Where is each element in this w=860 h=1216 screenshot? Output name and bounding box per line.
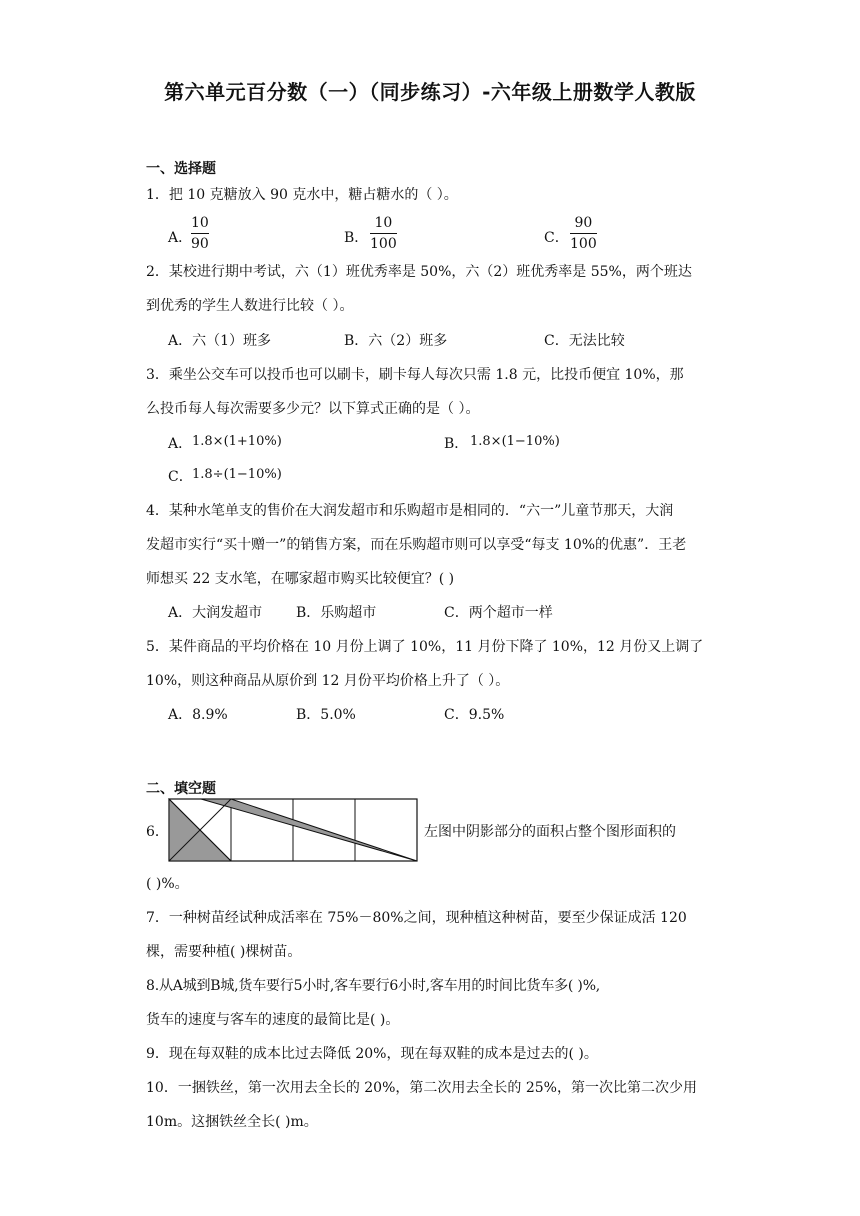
q1-option-a-label: A． bbox=[168, 230, 193, 246]
q2-option-c: C．无法比较 bbox=[544, 333, 625, 349]
q8-stem-line2: 货车的速度与客车的速度的最简比是( )。 bbox=[146, 1012, 400, 1028]
q5-option-b: B．5.0% bbox=[296, 707, 356, 723]
q1-option-a-fraction bbox=[191, 214, 209, 253]
q1-a-numerator: 10 bbox=[191, 215, 209, 231]
q1-stem: 1．把 10 克糖放入 90 克水中，糖占糖水的（ ）。 bbox=[146, 187, 458, 203]
q2-option-a: A．六（1）班多 bbox=[168, 333, 272, 349]
q3-option-c-formula: 1.8÷(1−10%) bbox=[192, 467, 282, 482]
q5-option-a: A．8.9% bbox=[168, 707, 228, 723]
section-heading-fill: 二、填空题 bbox=[146, 781, 216, 797]
q3-option-b-formula: 1.8×(1−10%) bbox=[470, 434, 560, 449]
q3-option-b-label: B． bbox=[444, 436, 469, 452]
q4-option-a: A．大润发超市 bbox=[168, 605, 263, 621]
q7-stem-line1: 7．一种树苗经试种成活率在 75%－80%之间，现种植这种树苗，要至少保证成活 120 bbox=[146, 910, 687, 926]
q1-option-b-fraction bbox=[370, 214, 397, 253]
fraction-bar bbox=[370, 233, 397, 234]
fraction-bar bbox=[191, 233, 209, 234]
q3-option-a-formula: 1.8×(1+10%) bbox=[192, 434, 282, 449]
q2-stem-line2: 到优秀的学生人数进行比较（ ）。 bbox=[146, 298, 354, 314]
q6-number: 6． bbox=[146, 824, 169, 840]
q2-stem-line1: 2．某校进行期中考试，六（1）班优秀率是 50%，六（2）班优秀率是 55%，两个班达 bbox=[146, 264, 692, 280]
q1-c-numerator: 90 bbox=[574, 215, 593, 231]
q2-option-b: B．六（2）班多 bbox=[344, 333, 448, 349]
q1-c-denominator: 100 bbox=[570, 236, 597, 252]
q7-stem-line2: 棵，需要种植( )棵树苗。 bbox=[146, 944, 302, 960]
q4-option-c: C．两个超市一样 bbox=[444, 605, 553, 621]
q3-stem-line1: 3．乘坐公交车可以投币也可以刷卡，刷卡每人每次只需 1.8 元，比投币便宜 10%，那 bbox=[146, 367, 684, 383]
q5-stem-line1: 5．某件商品的平均价格在 10 月份上调了 10%，11 月份下降了 10%，12 月份又上调了 bbox=[146, 639, 704, 655]
q10-stem-line2: 10m。这捆铁丝全长( )m。 bbox=[146, 1114, 318, 1130]
page-title: 第六单元百分数（一）（同步练习）-六年级上册数学人教版 bbox=[164, 80, 696, 104]
q1-a-denominator: 90 bbox=[191, 236, 209, 252]
q10-stem-line1: 10．一捆铁丝，第一次用去全长的 20%，第二次用去全长的 25%，第一次比第二次少用 bbox=[146, 1080, 697, 1096]
q4-stem-line3: 师想买 22 支水笔，在哪家超市购买比较便宜？( ) bbox=[146, 571, 455, 587]
q3-option-a-label: A． bbox=[168, 436, 193, 452]
q8-stem-line1: 8.从A城到B城,货车要行5小时,客车要行6小时,客车用的时间比货车多( )%, bbox=[146, 978, 601, 994]
q9-stem: 9．现在每双鞋的成本比过去降低 20%，现在每双鞋的成本是过去的( )。 bbox=[146, 1046, 598, 1062]
q4-stem-line2: 发超市实行“买十赠一”的销售方案，而在乐购超市则可以享受“每支 10%的优惠”．王老 bbox=[146, 537, 687, 553]
q6-stem: 左图中阴影部分的面积占整个图形面积的 bbox=[424, 824, 676, 840]
q1-option-c-fraction bbox=[570, 214, 597, 253]
q6-shaded-rectangle-figure bbox=[168, 798, 420, 864]
q1-option-b-label: B． bbox=[344, 230, 369, 246]
q4-stem-line1: 4．某种水笔单支的售价在大润发超市和乐购超市是相同的．“六一”儿童节那天，大润 bbox=[146, 503, 674, 519]
q1-b-denominator: 100 bbox=[370, 236, 397, 252]
q1-b-numerator: 10 bbox=[374, 215, 393, 231]
q5-stem-line2: 10%，则这种商品从原价到 12 月份平均价格上升了（ ）。 bbox=[146, 673, 510, 689]
q3-option-c-label: C． bbox=[168, 469, 193, 485]
q5-option-c: C．9.5% bbox=[444, 707, 505, 723]
q1-option-c-label: C． bbox=[544, 230, 569, 246]
fraction-bar bbox=[570, 233, 597, 234]
q6-answer-line: ( )%。 bbox=[146, 876, 189, 892]
q4-option-b: B．乐购超市 bbox=[296, 605, 377, 621]
section-heading-choice: 一、选择题 bbox=[146, 161, 216, 177]
q3-stem-line2: 么投币每人每次需要多少元？以下算式正确的是（ ）。 bbox=[146, 401, 480, 417]
